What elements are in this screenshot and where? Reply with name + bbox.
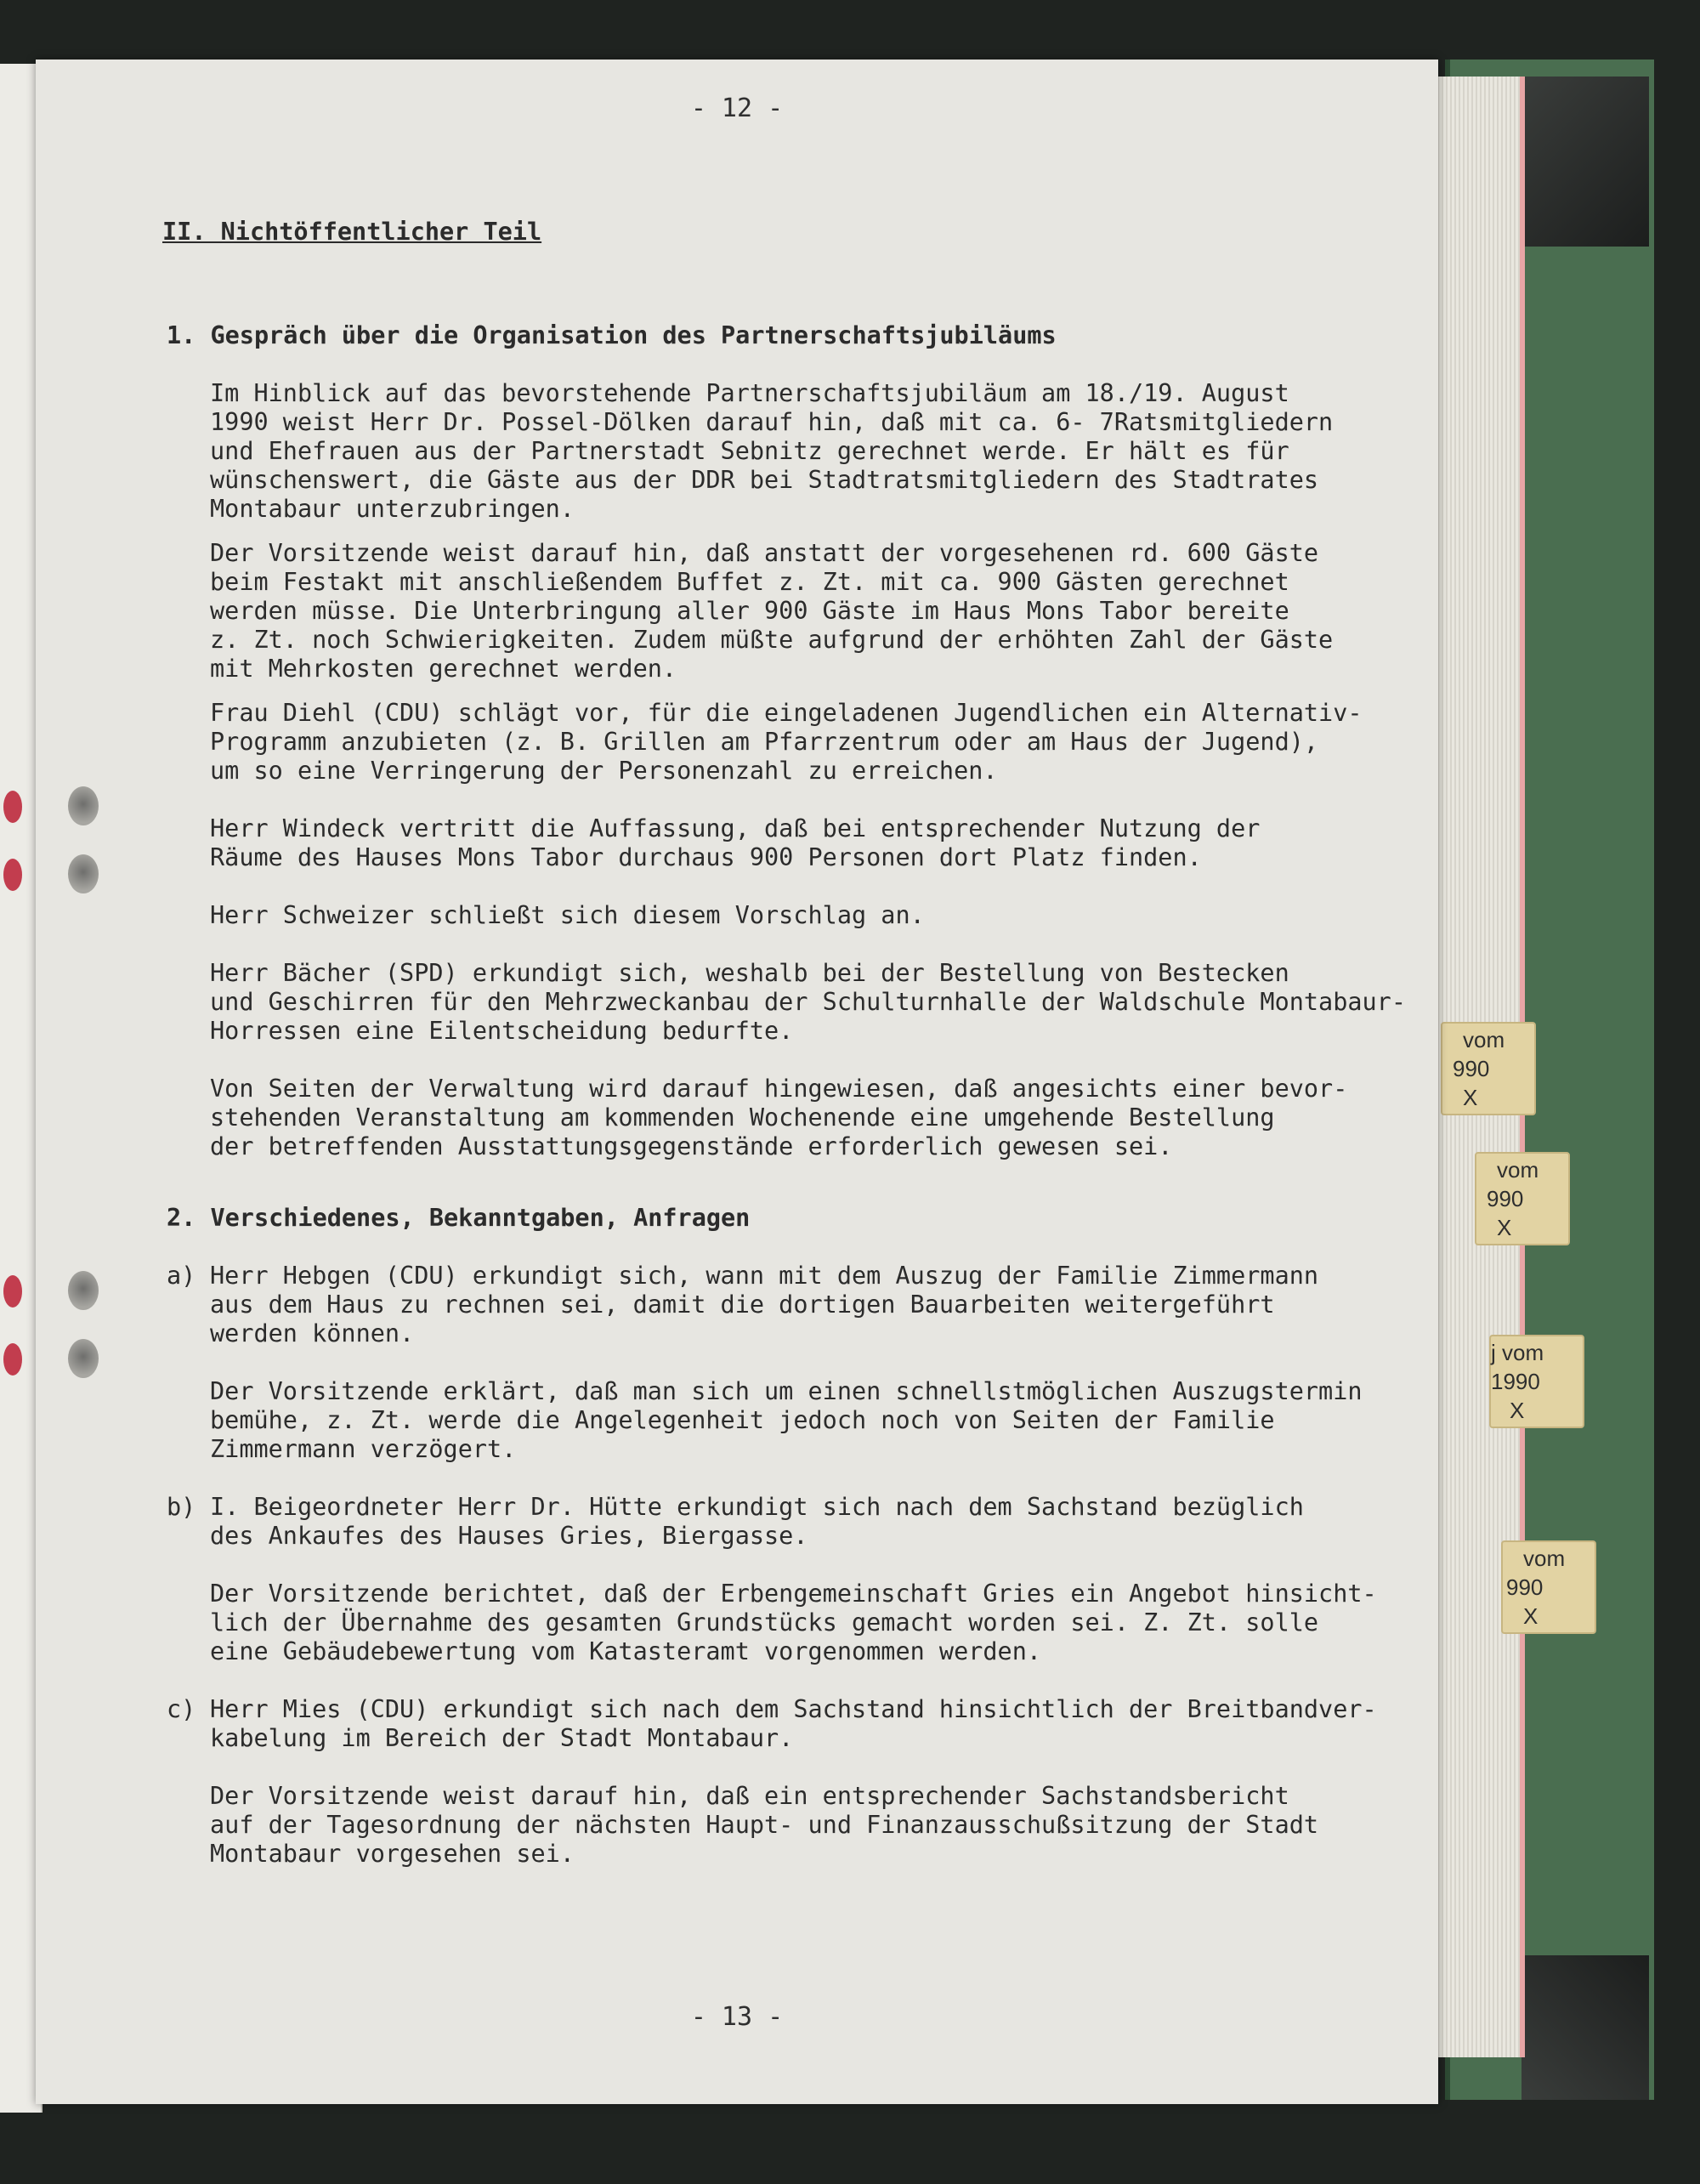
- punch-hole: [68, 1271, 99, 1310]
- text-line: [167, 1493, 1433, 1522]
- punch-hole: [3, 859, 22, 891]
- section1-paragraph: [167, 814, 1433, 872]
- text-line: Der Vorsitzende erklärt, daß man sich um einen schnellstmöglichen Auszugstermin: [210, 1377, 1363, 1405]
- page-number-top: - 12 -: [690, 94, 784, 123]
- tab-line: 1990: [1491, 1369, 1540, 1394]
- tab-line: 990: [1506, 1574, 1544, 1600]
- text-line: bemühe, z. Zt. werde die Angelegenheit jedoch noch von Seiten der Familie: [210, 1406, 1275, 1434]
- text-line: Programm anzubieten (z. B. Grillen am Pfarrzentrum oder am Haus der Jugend),: [210, 728, 1319, 756]
- section1-paragraph: [167, 1075, 1433, 1161]
- text-line: Montabaur vorgesehen sei.: [210, 1840, 575, 1868]
- tab-line: vom: [1463, 1027, 1505, 1052]
- text-line: Herr Windeck vertritt die Auffassung, daß bei entsprechender Nutzung der: [210, 814, 1261, 842]
- section1-paragraph: [167, 539, 1433, 684]
- item-label: b): [167, 1493, 196, 1521]
- text-line: Der Vorsitzende weist darauf hin, daß ein entsprechender Sachstandsbericht: [210, 1782, 1289, 1810]
- list-item-a: [167, 1262, 1433, 1464]
- tab-line: vom: [1497, 1157, 1539, 1183]
- index-tab[interactable]: [1441, 1022, 1536, 1115]
- item-label: a): [167, 1262, 196, 1290]
- text-line: beim Festakt mit anschließendem Buffet z. Zt. mit ca. 900 Gästen gerechnet: [210, 568, 1289, 596]
- cover-corner-bottom: [1522, 1955, 1649, 2100]
- text-line-content: I. Beigeordneter Herr Dr. Hütte erkundigt sich nach dem Sachstand bezüglich: [210, 1493, 1304, 1521]
- tab-line: X: [1523, 1603, 1538, 1629]
- punch-hole: [3, 1343, 22, 1376]
- tab-line: X: [1510, 1398, 1525, 1423]
- punch-hole: [3, 791, 22, 823]
- text-line: Der Vorsitzende weist darauf hin, daß anstatt der vorgesehenen rd. 600 Gäste: [210, 539, 1319, 567]
- text-line: [167, 1695, 1433, 1724]
- text-line: Räume des Hauses Mons Tabor durchaus 900 Personen dort Platz finden.: [210, 843, 1202, 871]
- text-line: des Ankaufes des Hauses Gries, Biergasse.: [210, 1522, 808, 1550]
- text-line: und Ehefrauen aus der Partnerstadt Sebnitz gerechnet werde. Er hält es für: [210, 437, 1289, 465]
- punch-hole: [68, 854, 99, 893]
- text-line: werden können.: [210, 1319, 415, 1347]
- tab-line: 990: [1487, 1186, 1524, 1211]
- text-line: stehenden Veranstaltung am kommenden Wochenende eine umgehende Bestellung: [210, 1103, 1275, 1132]
- text-line: werden müsse. Die Unterbringung aller 900 Gäste im Haus Mons Tabor bereite: [210, 597, 1289, 625]
- text-line: der betreffenden Ausstattungsgegenstände erforderlich gewesen sei.: [210, 1132, 1173, 1160]
- text-line-content: Herr Hebgen (CDU) erkundigt sich, wann mit dem Auszug der Familie Zimmermann: [210, 1262, 1319, 1290]
- tab-line: vom: [1523, 1546, 1566, 1571]
- page-number-bottom: - 13 -: [690, 2002, 784, 2032]
- list-item-c: [167, 1695, 1433, 1869]
- tab-line: X: [1497, 1215, 1512, 1240]
- section-heading: II. Nichtöffentlicher Teil: [162, 218, 542, 246]
- text-line: Herr Bächer (SPD) erkundigt sich, weshalb bei der Bestellung von Bestecken: [210, 959, 1289, 987]
- text-line: Im Hinblick auf das bevorstehende Partnerschaftsjubiläum am 18./19. August: [210, 379, 1289, 407]
- section2-title: 2. Verschiedenes, Bekanntgaben, Anfragen: [167, 1204, 751, 1232]
- tab-line: j vom: [1491, 1340, 1544, 1365]
- section1-paragraph: [167, 959, 1433, 1046]
- text-line: Von Seiten der Verwaltung wird darauf hingewiesen, daß angesichts einer bevor-: [210, 1075, 1348, 1103]
- text-line: Frau Diehl (CDU) schlägt vor, für die eingeladenen Jugendlichen ein Alternativ-: [210, 699, 1363, 727]
- text-line: Horressen eine Eilentscheidung bedurfte.: [210, 1017, 794, 1045]
- text-line-content: Herr Mies (CDU) erkundigt sich nach dem Sachstand hinsichtlich der Breitbandver-: [210, 1695, 1377, 1723]
- text-line: aus dem Haus zu rechnen sei, damit die dortigen Bauarbeiten weitergeführt: [210, 1291, 1275, 1319]
- punch-hole: [3, 1275, 22, 1308]
- tab-line: 990: [1453, 1056, 1490, 1081]
- section1-paragraph: [167, 901, 1433, 930]
- text-line: kabelung im Bereich der Stadt Montabaur.: [210, 1724, 794, 1752]
- text-line: eine Gebäudebewertung vom Katasteramt vorgenommen werden.: [210, 1637, 1042, 1665]
- text-line: lich der Übernahme des gesamten Grundstücks gemacht worden sei. Z. Zt. solle: [210, 1608, 1319, 1637]
- text-line: Zimmermann verzögert.: [210, 1435, 517, 1463]
- text-line: wünschenswert, die Gäste aus der DDR bei Stadtratsmitgliedern des Stadtrates: [210, 466, 1319, 494]
- text-line: 1990 weist Herr Dr. Possel-Dölken darauf hin, daß mit ca. 6- 7Ratsmitgliedern: [210, 408, 1334, 436]
- tab-line: X: [1463, 1085, 1478, 1110]
- index-tab[interactable]: [1475, 1152, 1570, 1245]
- text-line: um so eine Verringerung der Personenzahl zu erreichen.: [210, 757, 998, 785]
- punch-hole: [68, 1339, 99, 1378]
- section1-paragraph: [167, 699, 1433, 786]
- section1-title: 1. Gespräch über die Organisation des Partnerschaftsjubiläums: [167, 321, 1057, 349]
- document-content: [162, 218, 1433, 1869]
- text-line: z. Zt. noch Schwierigkeiten. Zudem müßte aufgrund der erhöhten Zahl der Gäste: [210, 626, 1334, 654]
- text-line: und Geschirren für den Mehrzweckanbau der Schulturnhalle der Waldschule Montabaur-: [210, 988, 1406, 1016]
- text-line: Montabaur unterzubringen.: [210, 495, 575, 523]
- section1-paragraph: [167, 379, 1433, 524]
- item-label: c): [167, 1695, 196, 1723]
- list-item-b: [167, 1493, 1433, 1666]
- punch-hole: [68, 786, 99, 825]
- text-line: mit Mehrkosten gerechnet werden.: [210, 655, 677, 683]
- cover-corner-top: [1522, 77, 1649, 247]
- text-line: Herr Schweizer schließt sich diesem Vorschlag an.: [210, 901, 925, 929]
- index-tab[interactable]: [1489, 1335, 1584, 1428]
- index-tab[interactable]: [1501, 1540, 1596, 1634]
- text-line: auf der Tagesordnung der nächsten Haupt- und Finanzausschußsitzung der Stadt: [210, 1811, 1319, 1839]
- text-line: Der Vorsitzende berichtet, daß der Erbengemeinschaft Gries ein Angebot hinsicht-: [210, 1580, 1377, 1608]
- text-line: [167, 1262, 1433, 1291]
